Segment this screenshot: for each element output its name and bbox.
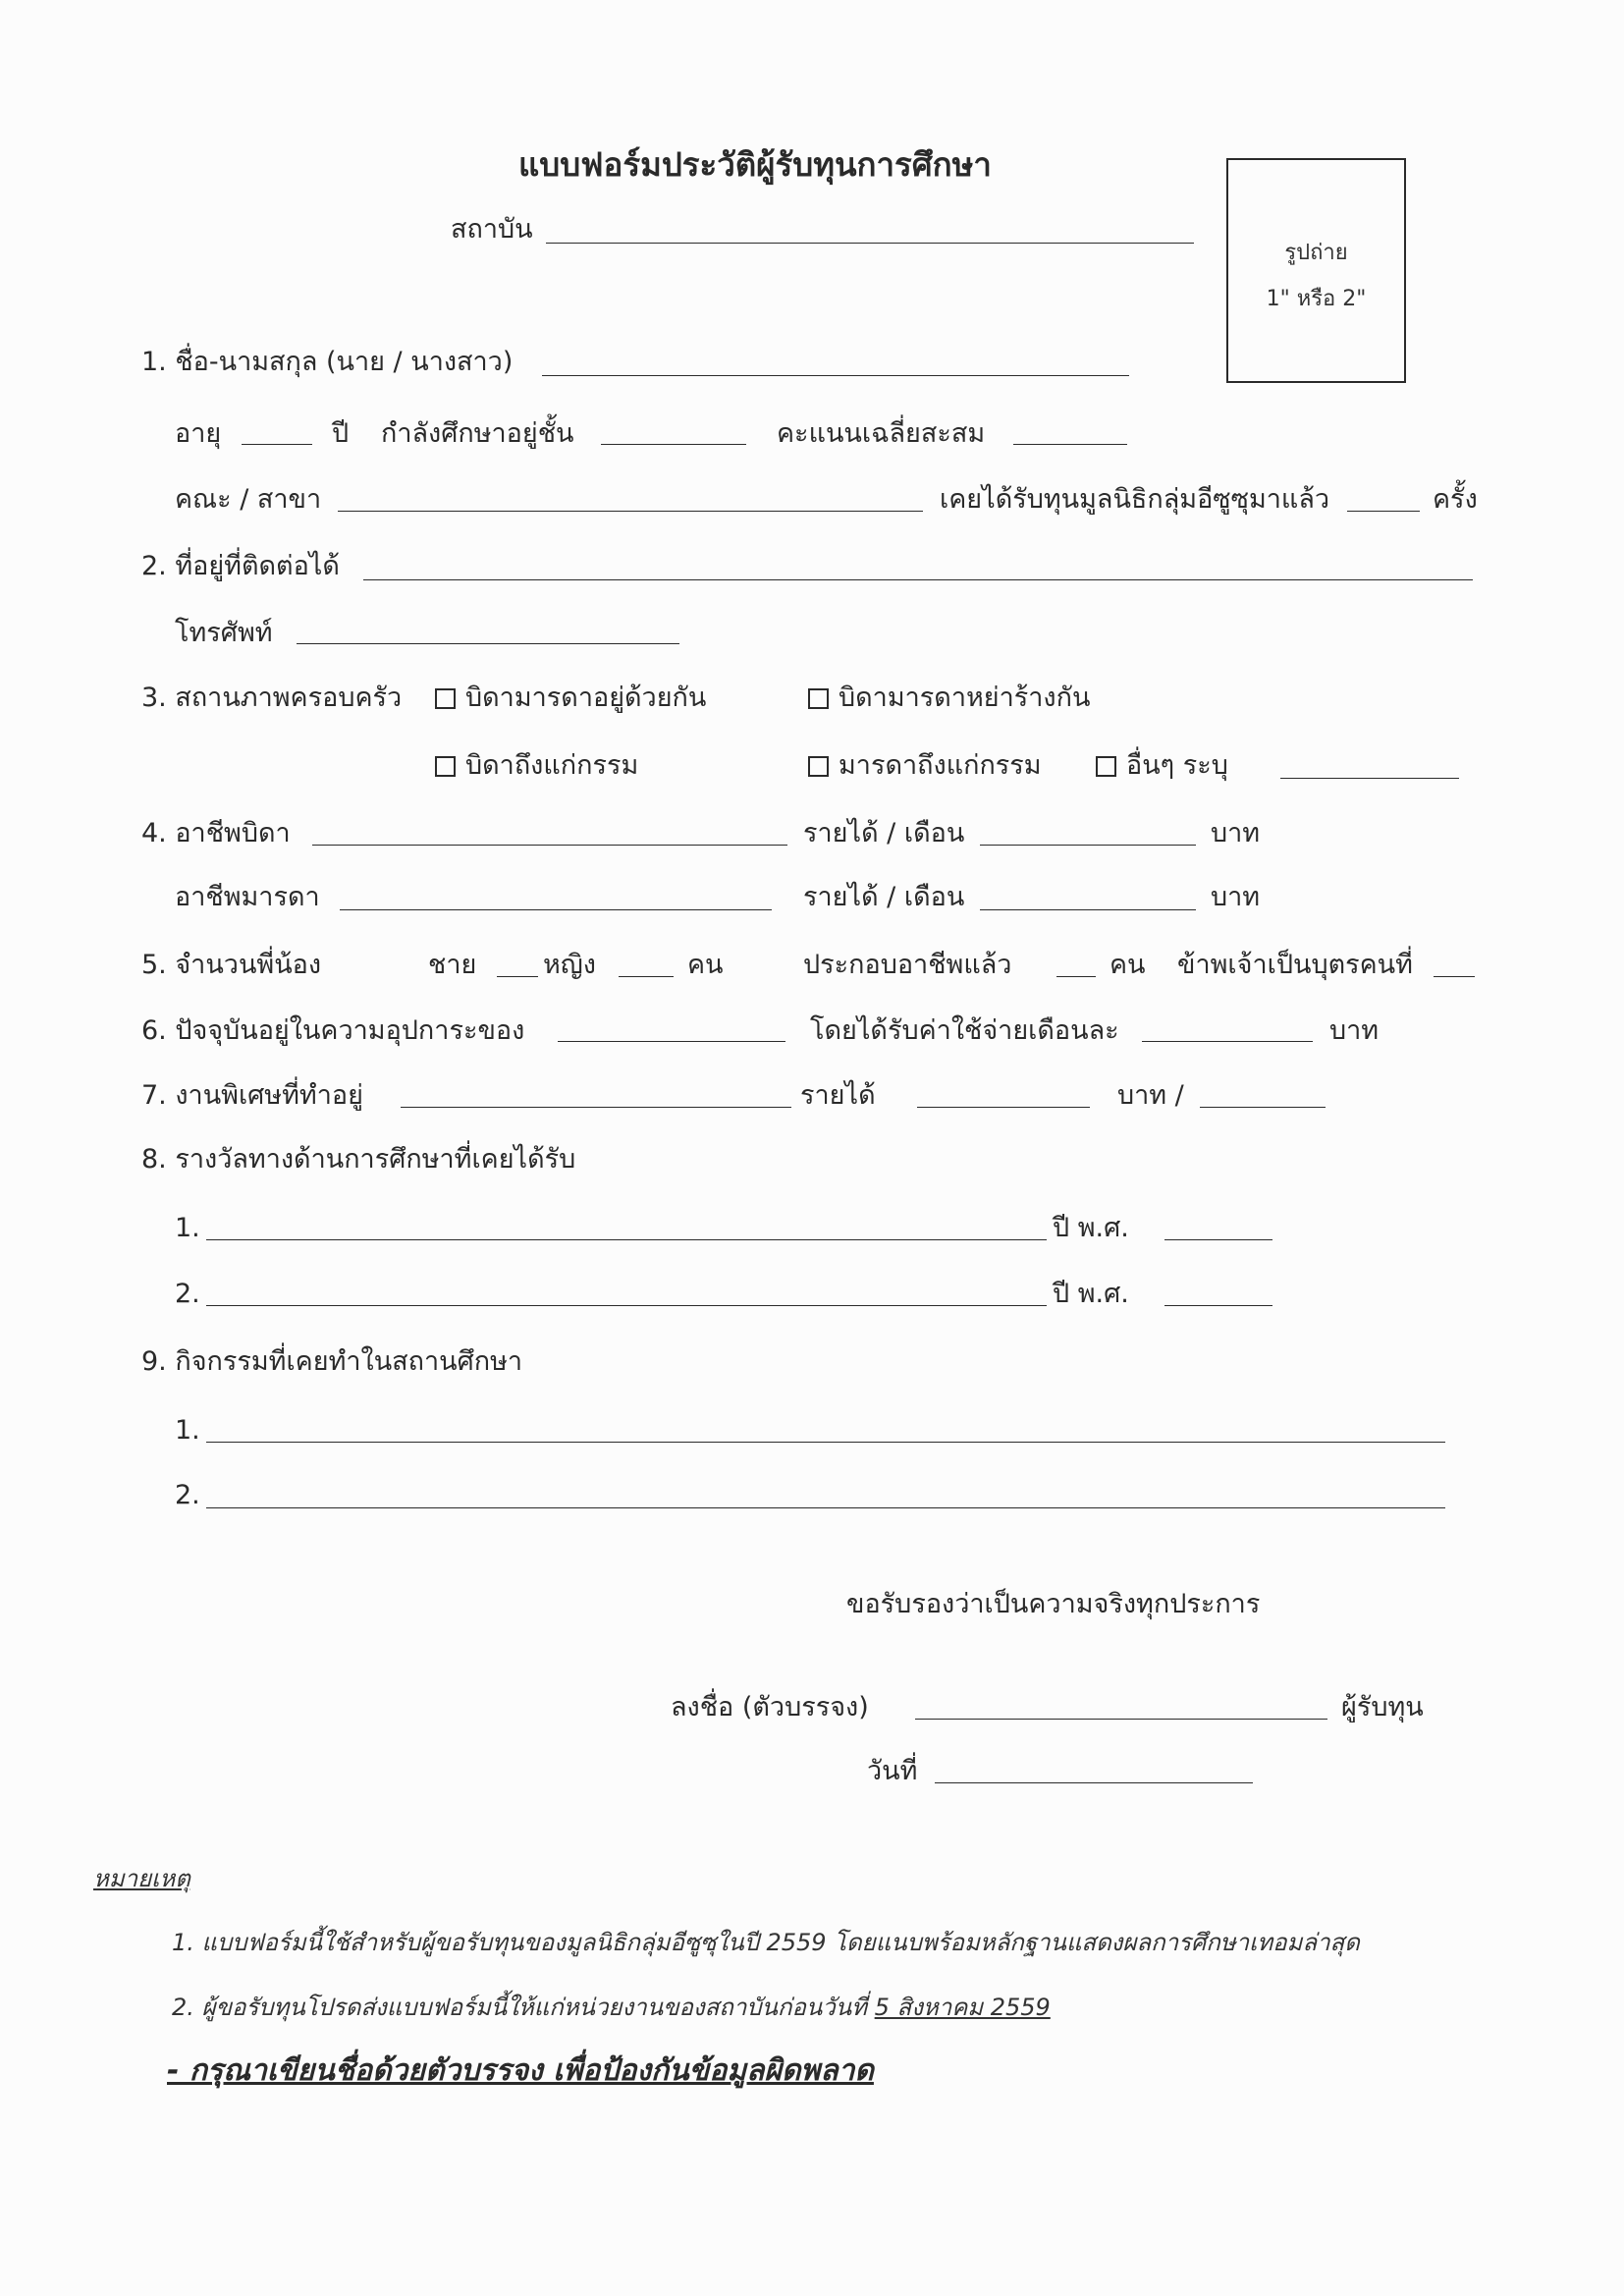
award-1-year-label: ปี พ.ศ. — [1053, 1213, 1129, 1243]
awards-label: 8. รางวัลทางด้านการศึกษาที่เคยได้รับ — [141, 1144, 576, 1175]
award-2-year-label: ปี พ.ศ. — [1053, 1279, 1129, 1309]
part-time-job-field[interactable] — [401, 1107, 791, 1108]
institution-label: สถาบัน — [451, 214, 533, 245]
signature-field[interactable] — [915, 1719, 1327, 1720]
employed-label: ประกอบอาชีพแล้ว — [803, 950, 1012, 980]
activities-label: 9. กิจกรรมที่เคยทำในสถานศึกษา — [141, 1346, 523, 1377]
female-count-field[interactable] — [619, 976, 674, 977]
other-specify-field[interactable] — [1280, 778, 1459, 779]
checkbox[interactable] — [808, 756, 829, 777]
certification-text: ขอรับรองว่าเป็นความจริงทุกประการ — [846, 1589, 1261, 1619]
male-count-field[interactable] — [497, 976, 538, 977]
phone-field[interactable] — [297, 643, 679, 644]
gpa-label: คะแนนเฉลี่ยสะสม — [777, 418, 986, 449]
name-label: 1. ชื่อ-นามสกุล (นาย / นางสาว) — [141, 347, 514, 377]
father-income-label: รายได้ / เดือน — [803, 818, 965, 848]
institution-field[interactable] — [546, 243, 1194, 244]
phone-label: โทรศัพท์ — [175, 618, 273, 648]
year-unit-label: ปี — [332, 418, 350, 449]
person-unit-label: คน — [687, 950, 724, 980]
age-label: อายุ — [175, 418, 222, 449]
child-number-field[interactable] — [1434, 976, 1475, 977]
activity-2-field[interactable] — [206, 1507, 1445, 1508]
signature-label: ลงชื่อ (ตัวบรรจง) — [671, 1692, 869, 1722]
checkbox[interactable] — [435, 688, 456, 709]
checkbox[interactable] — [808, 688, 829, 709]
person-unit-label: คน — [1110, 950, 1146, 980]
monthly-expense-field[interactable] — [1142, 1041, 1313, 1042]
baht-unit-label: บาท — [1211, 882, 1261, 912]
checkbox[interactable] — [435, 756, 456, 777]
father-occupation-field[interactable] — [312, 845, 787, 846]
recipient-label: ผู้รับทุน — [1341, 1692, 1424, 1722]
option-label: บิดาถึงแก่กรรม — [465, 750, 639, 781]
baht-per-label: บาท / — [1117, 1080, 1184, 1111]
date-field[interactable] — [935, 1782, 1253, 1783]
form-title: แบบฟอร์มประวัติผู้รับทุนการศึกษา — [518, 145, 992, 184]
option-label: บิดามารดาอยู่ด้วยกัน — [465, 683, 707, 713]
option-mother-deceased[interactable] — [808, 749, 1042, 783]
grade-field[interactable] — [601, 444, 746, 445]
part-time-income-label: รายได้ — [800, 1080, 876, 1111]
option-parents-together[interactable] — [435, 682, 706, 715]
baht-unit-label: บาท — [1211, 818, 1261, 848]
part-time-job-label: 7. งานพิเศษที่ทำอยู่ — [141, 1080, 363, 1111]
award-1-number: 1. — [175, 1213, 200, 1243]
child-number-label: ข้าพเจ้าเป็นบุตรคนที่ — [1177, 950, 1413, 980]
address-label: 2. ที่อยู่ที่ติดต่อได้ — [141, 551, 340, 581]
note-2 — [172, 1988, 1051, 2026]
option-label: บิดามารดาหย่าร้างกัน — [839, 683, 1091, 713]
address-field[interactable] — [363, 579, 1473, 580]
part-time-period-field[interactable] — [1200, 1107, 1326, 1108]
mother-income-field[interactable] — [980, 909, 1196, 910]
option-label: อื่นๆ ระบุ — [1126, 750, 1228, 781]
activity-1-field[interactable] — [206, 1442, 1445, 1443]
date-label: วันที่ — [867, 1756, 918, 1786]
mother-occupation-field[interactable] — [340, 909, 772, 910]
scholarship-received-label: เคยได้รับทุนมูลนิธิกลุ่มอีซูซุมาแล้ว — [940, 484, 1330, 515]
mother-income-label: รายได้ / เดือน — [803, 882, 965, 912]
siblings-label: 5. จำนวนพี่น้อง — [141, 950, 322, 980]
scholarship-times-field[interactable] — [1347, 511, 1420, 512]
award-1-field[interactable] — [206, 1239, 1047, 1240]
option-parents-divorced[interactable] — [808, 682, 1090, 715]
option-other[interactable] — [1096, 749, 1228, 783]
guardian-field[interactable] — [558, 1041, 785, 1042]
male-label: ชาย — [428, 950, 477, 980]
option-label: มารดาถึงแก่กรรม — [839, 750, 1042, 781]
employed-count-field[interactable] — [1056, 976, 1096, 977]
family-status-label: 3. สถานภาพครอบครัว — [141, 683, 403, 713]
notes-heading: หมายเหตุ — [93, 1865, 190, 1892]
guardian-label: 6. ปัจจุบันอยู่ในความอุปการะของ — [141, 1015, 525, 1046]
award-2-year-field[interactable] — [1164, 1305, 1272, 1306]
faculty-field[interactable] — [338, 511, 923, 512]
monthly-expense-label: โดยได้รับค่าใช้จ่ายเดือนละ — [810, 1015, 1119, 1046]
name-field[interactable] — [542, 375, 1129, 376]
activity-2-number: 2. — [175, 1480, 200, 1510]
photo-size-label: 1" หรือ 2" — [1266, 287, 1367, 311]
award-2-number: 2. — [175, 1279, 200, 1309]
print-name-notice: - กรุณาเขียนชื่อด้วยตัวบรรจง เพื่อป้องกันข้อมูลผิดพลาด — [167, 2053, 874, 2088]
award-2-field[interactable] — [206, 1305, 1047, 1306]
part-time-income-field[interactable] — [917, 1107, 1090, 1108]
activity-1-number: 1. — [175, 1415, 200, 1446]
photo-box — [1226, 158, 1406, 383]
photo-label: รูปถ่าย — [1284, 241, 1348, 265]
female-label: หญิง — [543, 950, 596, 980]
grade-label: กำลังศึกษาอยู่ชั้น — [381, 418, 574, 449]
faculty-label: คณะ / สาขา — [175, 484, 322, 515]
father-income-field[interactable] — [980, 845, 1196, 846]
age-field[interactable] — [242, 444, 312, 445]
gpa-field[interactable] — [1013, 444, 1127, 445]
note-2-text: 2. ผู้ขอรับทุนโปรดส่งแบบฟอร์มนี้ให้แก่หน่วยงานของสถาบันก่อนวันที่ — [172, 1994, 867, 2021]
checkbox[interactable] — [1096, 756, 1116, 777]
award-1-year-field[interactable] — [1164, 1239, 1272, 1240]
note-1: 1. แบบฟอร์มนี้ใช้สำหรับผู้ขอรับทุนของมูลนิธิกลุ่มอีซูซุในปี 2559 โดยแนบพร้อมหลักฐานแสดงผลการศึกษาเทอมล่าสุด — [172, 1929, 1360, 1956]
option-father-deceased[interactable] — [435, 749, 638, 783]
deadline-date: 5 สิงหาคม 2559 — [874, 1994, 1051, 2021]
father-occupation-label: 4. อาชีพบิดา — [141, 818, 291, 848]
times-unit-label: ครั้ง — [1433, 484, 1478, 515]
baht-unit-label: บาท — [1329, 1015, 1380, 1046]
mother-occupation-label: อาชีพมารดา — [175, 882, 320, 912]
